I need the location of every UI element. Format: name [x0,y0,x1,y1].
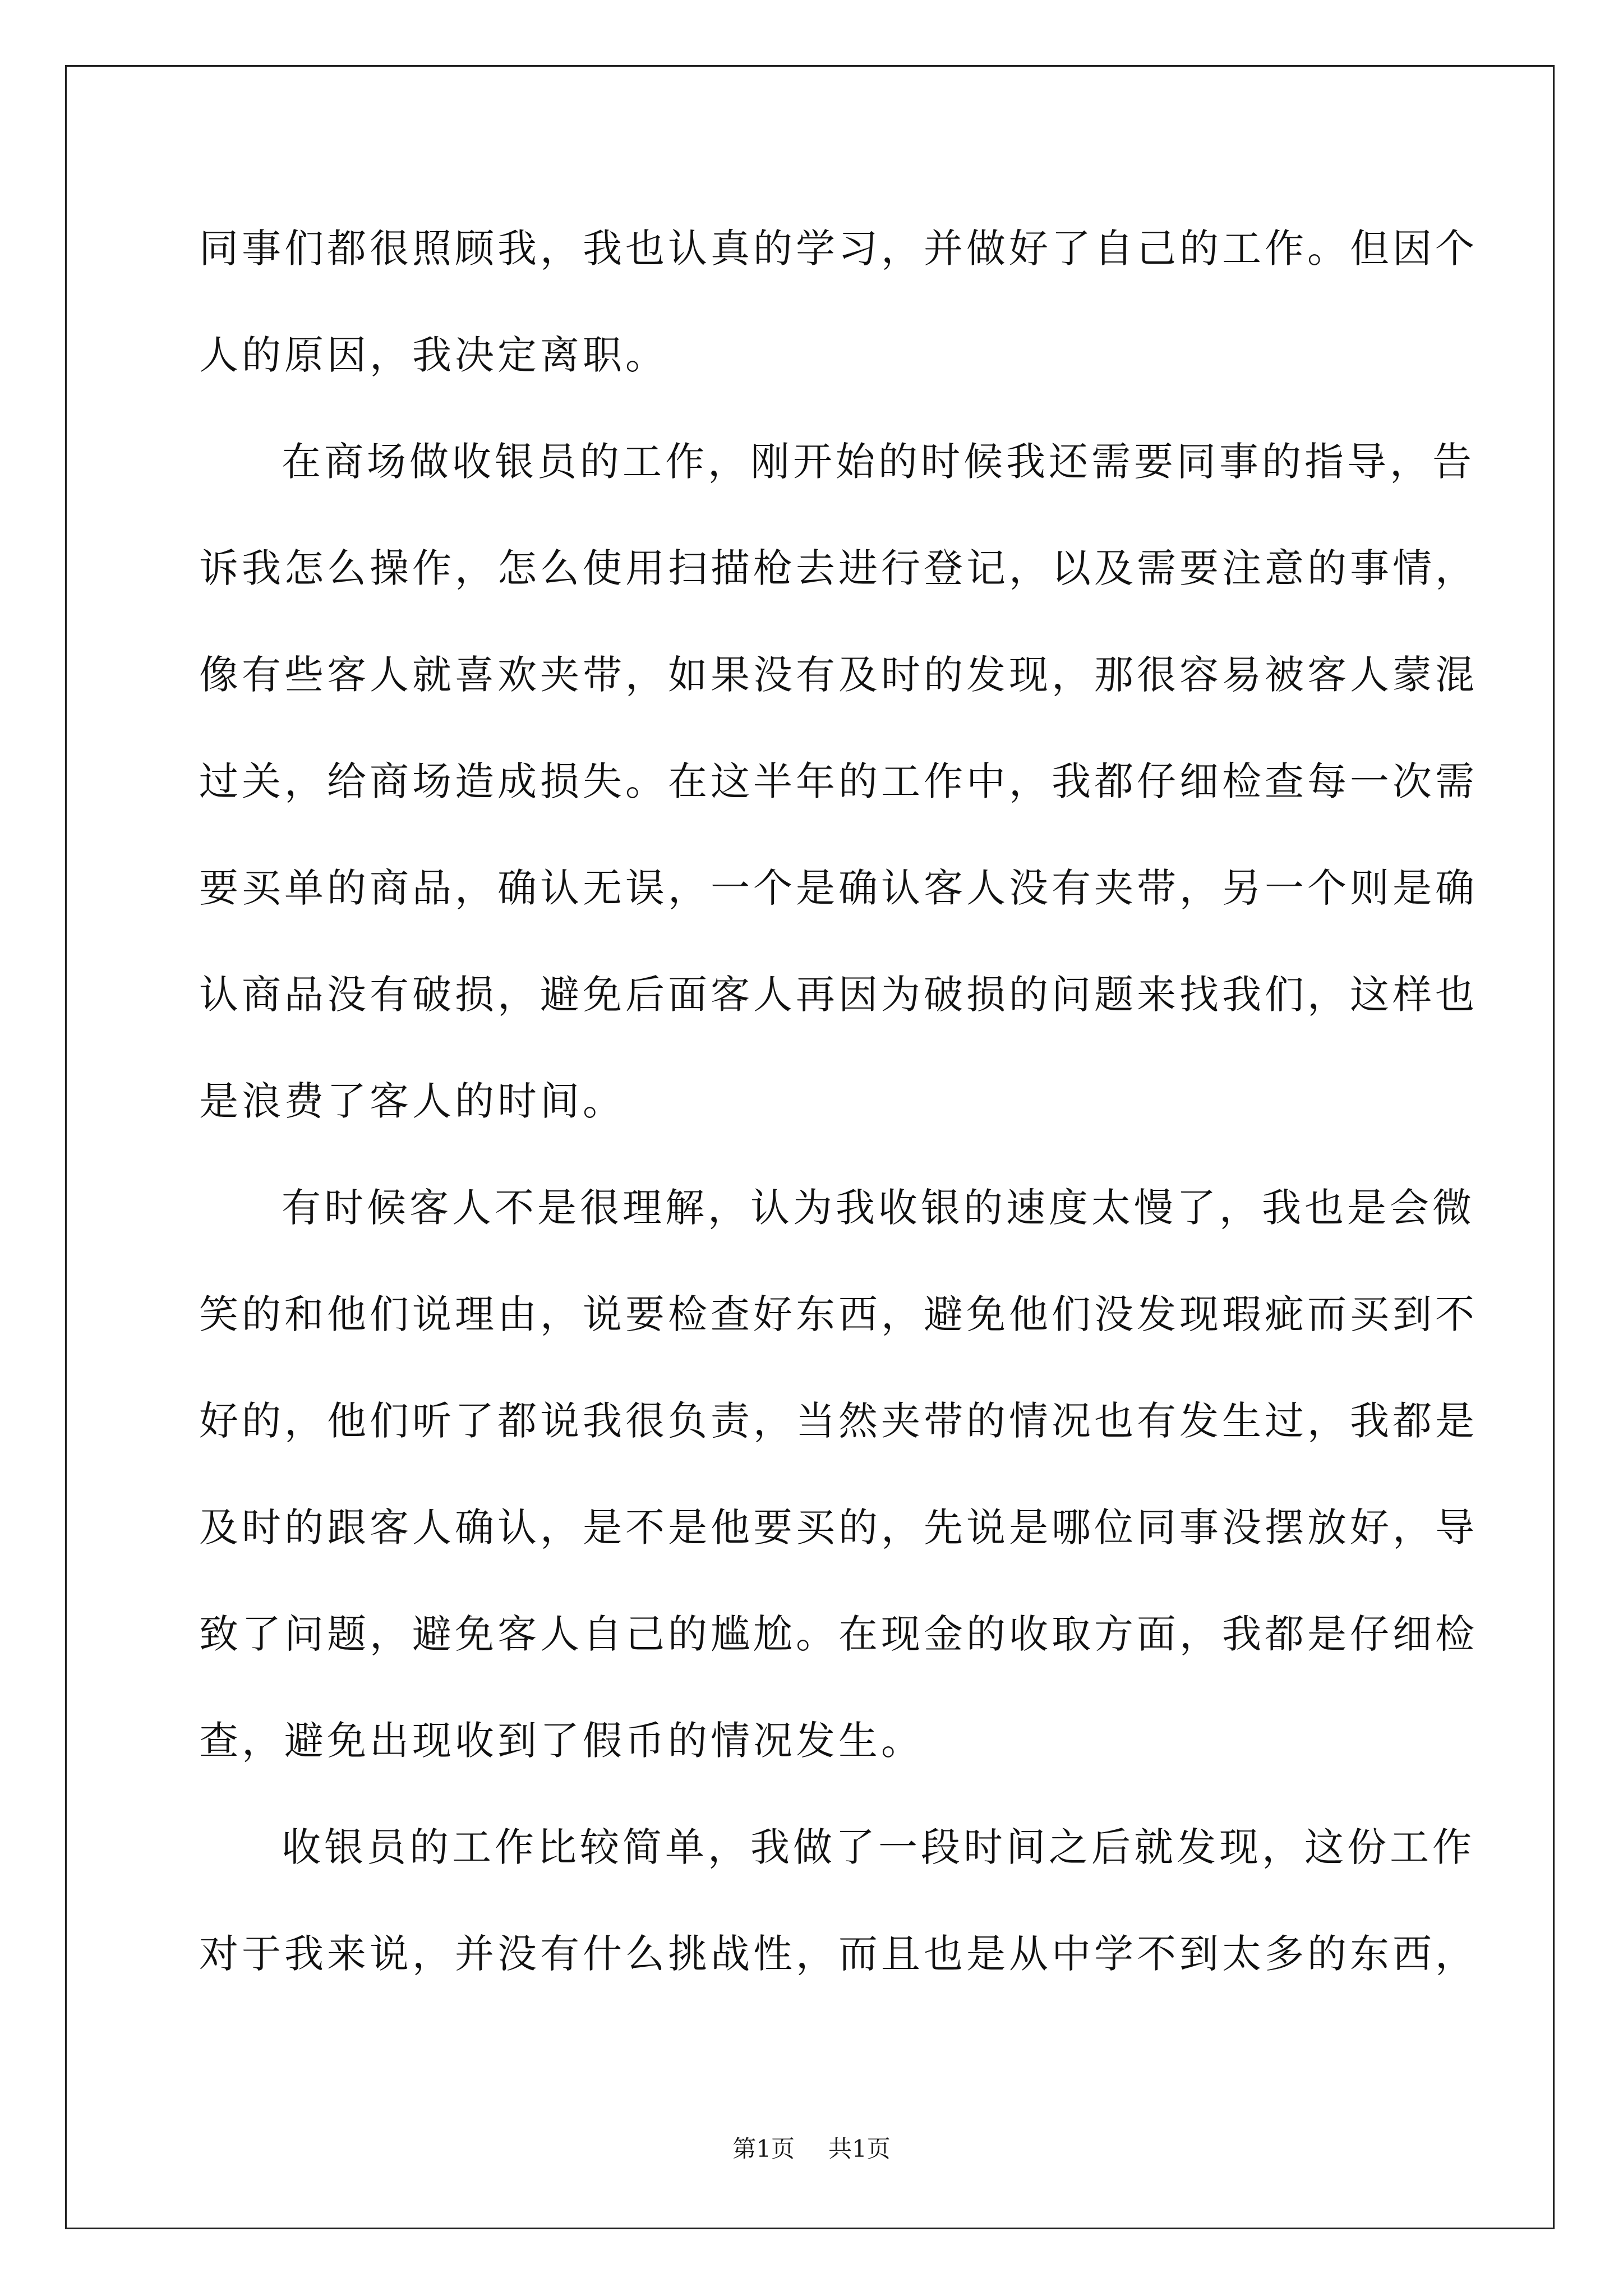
text-line: 是浪费了客人的时间。 [199,1078,625,1124]
text-line: 收银员的工作比较简单，我做了一段时间之后就发现，这份工作 [282,1824,1475,1870]
text-line: 在商场做收银员的工作，刚开始的时候我还需要同事的指导，告 [282,439,1475,485]
document-body [199,216,1478,2028]
text-line: 有时候客人不是很理解，认为我收银的速度太慢了，我也是会微 [282,1185,1475,1231]
page-number-total: 共1页 [828,2135,891,2162]
text-line: 同事们都很照顾我，我也认真的学习，并做好了自己的工作。但因个 [199,226,1478,272]
text-line: 人的原因，我决定离职。 [199,332,668,378]
text-line: 诉我怎么操作，怎么使用扫描枪去进行登记，以及需要注意的事情， [199,545,1478,591]
text-line: 要买单的商品，确认无误，一个是确认客人没有夹带，另一个则是确 [199,865,1478,911]
text-line: 笑的和他们说理由，说要检查好东西，避免他们没发现瑕疵而买到不 [199,1291,1478,1337]
text-line: 对于我来说，并没有什么挑战性，而且也是从中学不到太多的东西， [199,1931,1478,1977]
text-line: 认商品没有破损，避免后面客人再因为破损的问题来找我们，这样也 [199,972,1478,1018]
text-line: 致了问题，避免客人自己的尴尬。在现金的收取方面，我都是仔细检 [199,1611,1478,1657]
text-line: 像有些客人就喜欢夹带，如果没有及时的发现，那很容易被客人蒙混 [199,652,1478,698]
page-number-current: 第1页 [732,2135,795,2162]
text-line: 及时的跟客人确认，是不是他要买的，先说是哪位同事没摆放好，导 [199,1504,1478,1550]
text-line: 过关，给商场造成损失。在这半年的工作中，我都仔细检查每一次需 [199,758,1478,804]
page-footer [0,2131,1623,2164]
text-line: 查，避免出现收到了假币的情况发生。 [199,1718,924,1764]
text-line: 好的，他们听了都说我很负责，当然夹带的情况也有发生过，我都是 [199,1398,1478,1444]
